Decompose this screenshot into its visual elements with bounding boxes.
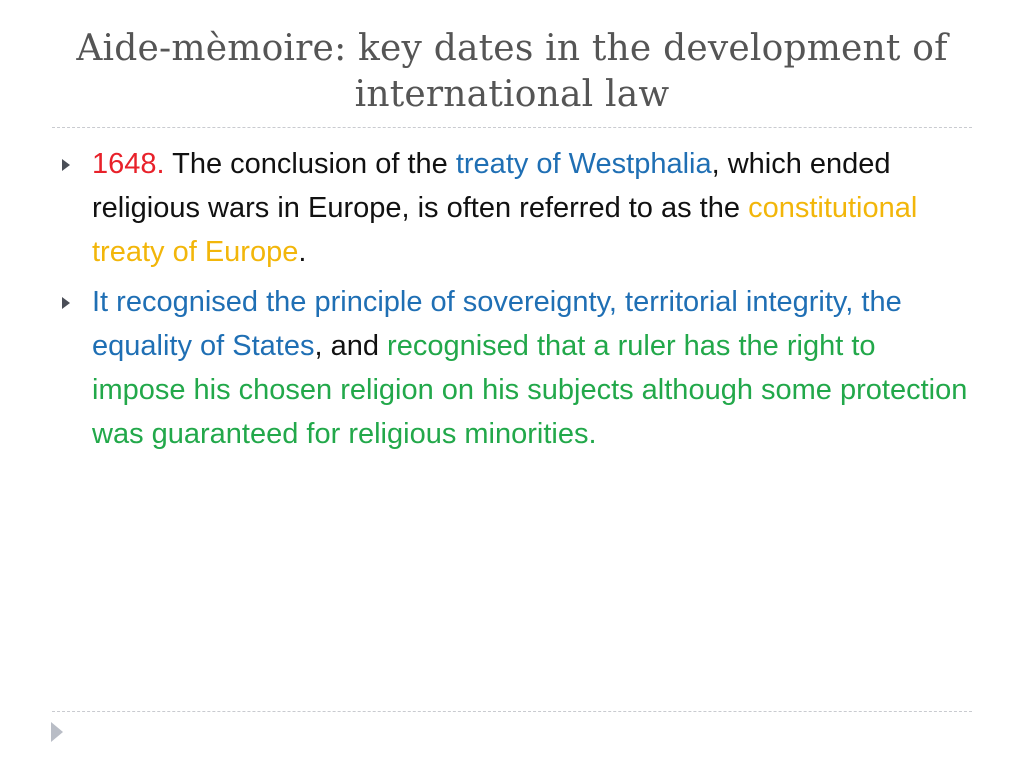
footer-divider (52, 711, 972, 712)
triangle-right-icon (62, 159, 70, 171)
bullet-item (60, 142, 970, 274)
bullet-list (60, 142, 970, 462)
religion-text: recognised that a ruler has the right to impose his chosen religion on his subjects although some protection was guaranteed for religious minorities. (92, 330, 968, 450)
treaty-description: constitutional treaty of Europe (92, 192, 918, 268)
bullet-text: . (298, 236, 307, 268)
treaty-name: treaty of Westphalia (455, 148, 712, 180)
slide-title: Aide-mèmoire: key dates in the development of international law (76, 28, 948, 115)
bullet-text: , which ended religious wars in Europe, is often referred to as the (92, 148, 891, 224)
title-divider (52, 127, 972, 128)
triangle-right-icon (62, 297, 70, 309)
next-slide-icon[interactable] (51, 722, 63, 742)
year-highlight: 1648. (92, 148, 165, 180)
bullet-text: The conclusion of the (164, 148, 456, 180)
bullet-text: , and (314, 330, 388, 362)
principles-text: It recognised the principle of sovereignty, territorial integrity, the equality of States (92, 286, 902, 362)
bullet-item (60, 280, 970, 456)
